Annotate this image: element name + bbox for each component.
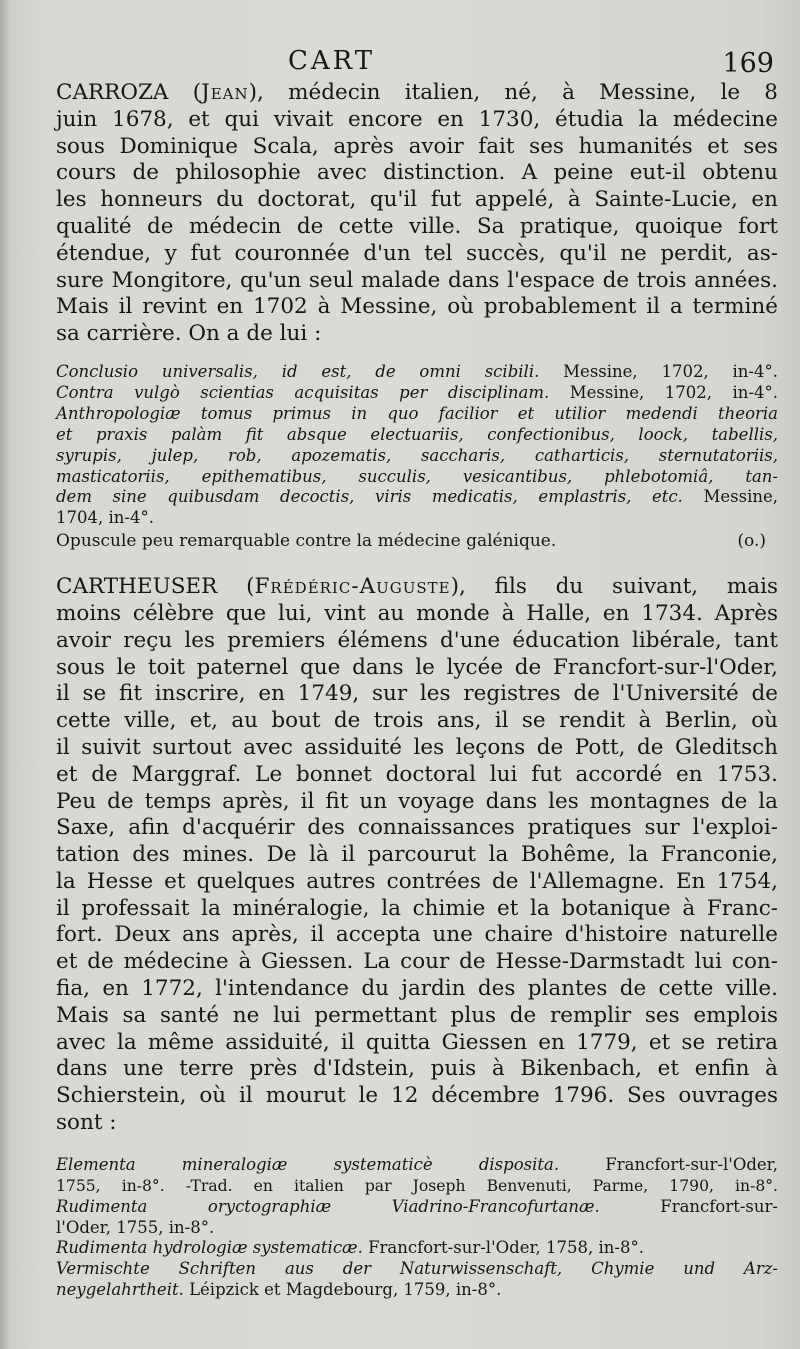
entry-line: Schierstein, où il mourut le 12 décembre 1796. Ses ouvrages bbox=[56, 1083, 778, 1109]
biblio-line: Rudimenta hydrologiæ systematicæ. Francfort-sur-l'Oder, 1758, in-8°. bbox=[56, 1238, 644, 1258]
entry-line: sont : bbox=[56, 1110, 117, 1136]
note: Opuscule peu remarquable contre la médecine galénique. bbox=[56, 531, 557, 552]
entry-line: et de médecine à Giessen. La cour de Hesse-Darmstadt lui con- bbox=[56, 949, 778, 975]
entry-line: CARROZA (Jean), médecin italien, né, à Messine, le 8 bbox=[56, 80, 778, 105]
entry-line: dans une terre près d'Idstein, puis à Bikenbach, et enfin à bbox=[56, 1056, 778, 1082]
biblio-line: masticatoriis, epithematibus, succulis, vesicantibus, phlebotomiâ, tan- bbox=[56, 466, 778, 486]
entry-line: Mais sa santé ne lui permettant plus de remplir ses emplois bbox=[56, 1002, 778, 1028]
entry-line: il se fit inscrire, en 1749, sur les registres de l'Université de bbox=[56, 681, 778, 707]
running-head bbox=[56, 44, 800, 78]
entry-line: sa carrière. On a de lui : bbox=[56, 321, 322, 347]
note-row bbox=[56, 531, 778, 552]
entry-line: tation des mines. De là il parcourut la Bohême, la Franconie, bbox=[56, 842, 778, 868]
page-body bbox=[56, 80, 778, 1301]
biblio-line: syrupis, julep, rob, apozematis, saccharis, catharticis, sternutatoriis, bbox=[56, 445, 778, 465]
page-number: 169 bbox=[722, 48, 774, 79]
entry-line: sous le toit paternel que dans le lycée de Francfort-sur-l'Oder, bbox=[56, 654, 778, 680]
entry-cartheuser bbox=[56, 574, 778, 1301]
entry-line: moins célèbre que lui, vint au monde à Halle, en 1734. Après bbox=[56, 600, 778, 626]
entry-carroza bbox=[56, 80, 778, 552]
entry-name: CARTHEUSER bbox=[56, 574, 218, 600]
entry-forename: Jean bbox=[201, 80, 249, 105]
entry-text bbox=[56, 574, 778, 1137]
entry-line: étendue, y fut couronnée d'un tel succès, qu'il ne perdit, as- bbox=[56, 240, 778, 266]
biblio-line: Contra vulgò scientias acquisitas per disciplinam. Messine, 1702, in-4°. bbox=[56, 382, 779, 402]
entry-line: il professait la minéralogie, la chimie et la botanique à Franc- bbox=[56, 895, 778, 921]
entry-line: qualité de médecin de cette ville. Sa pratique, quoique fort bbox=[56, 213, 778, 239]
biblio-line: et praxis palàm fit absque electuariis, confectionibus, loock, tabellis, bbox=[56, 424, 778, 444]
entry-name: CARROZA bbox=[56, 80, 169, 105]
biblio-line: neygelahrtheit. Léipzick et Magdebourg, 1759, in-8°. bbox=[56, 1280, 502, 1300]
entry-line: juin 1678, et qui vivait encore en 1730, étudia la médecine bbox=[56, 106, 778, 132]
entry-line: avec la même assiduité, il quitta Giessen en 1779, et se retira bbox=[56, 1029, 778, 1055]
running-title: CART bbox=[288, 46, 376, 76]
entry-line: sous Dominique Scala, après avoir fait ses humanités et ses bbox=[56, 133, 778, 159]
entry-line: les honneurs du doctorat, qu'il fut appelé, à Sainte-Lucie, en bbox=[56, 187, 778, 213]
entry-text bbox=[56, 80, 778, 348]
entry-line: fort. Deux ans après, il accepta une chaire d'histoire naturelle bbox=[56, 922, 778, 948]
entry-line: CARTHEUSER (Frédéric-Auguste), fils du suivant, mais bbox=[56, 574, 779, 600]
entry-line: la Hesse et quelques autres contrées de l'Allemagne. En 1754, bbox=[56, 868, 778, 894]
biblio-line: Conclusio universalis, id est, de omni scibili. Messine, 1702, in-4°. bbox=[56, 361, 778, 381]
entry-line: fia, en 1772, l'intendance du jardin des plantes de cette ville. bbox=[56, 976, 778, 1002]
entry-line: avoir reçu les premiers élémens d'une éducation libérale, tant bbox=[56, 627, 778, 653]
entry-line: et de Marggraf. Le bonnet doctoral lui fut accordé en 1753. bbox=[56, 761, 778, 787]
biblio-line: l'Oder, 1755, in-8°. bbox=[56, 1217, 215, 1237]
author-signature: (o.) bbox=[737, 531, 766, 552]
entry-line: il suivit surtout avec assiduité les leçons de Pott, de Gleditsch bbox=[56, 734, 778, 760]
entry-line: sure Mongitore, qu'un seul malade dans l'espace de trois années. bbox=[56, 267, 778, 293]
biblio-line: Elementa mineralogiæ systematicè disposita. Francfort-sur-l'Oder, bbox=[56, 1154, 779, 1174]
entry-line: cette ville, et, au bout de trois ans, il se rendit à Berlin, où bbox=[56, 708, 778, 734]
biblio-line: Anthropologiæ tomus primus in quo facilior et utilior medendi theoria bbox=[56, 403, 778, 423]
entry-line: Peu de temps après, il fit un voyage dans les montagnes de la bbox=[56, 788, 778, 814]
biblio-line: dem sine quibusdam decoctis, viris medicatis, emplastris, etc. Messine, bbox=[56, 487, 778, 507]
bibliography bbox=[56, 1155, 778, 1301]
biblio-line: 1704, in-4°. bbox=[56, 508, 154, 528]
entry-line: cours de philosophie avec distinction. A peine eut-il obtenu bbox=[56, 160, 778, 186]
biblio-line: Rudimenta oryctographiæ Viadrino-Francofurtanæ. Francfort-sur- bbox=[56, 1196, 778, 1216]
biblio-line: 1755, in-8°. -Trad. en italien par Joseph Benvenuti, Parme, 1790, in-8°. bbox=[56, 1176, 778, 1195]
biblio-line: Vermischte Schriften aus der Naturwissenschaft, Chymie und Arz- bbox=[56, 1259, 778, 1279]
entry-line: Mais il revint en 1702 à Messine, où probablement il a terminé bbox=[56, 294, 778, 320]
bibliography bbox=[56, 362, 778, 552]
entry-forename: Frédéric-Auguste bbox=[254, 574, 451, 600]
entry-line: Saxe, afin d'acquérir des connaissances pratiques sur l'exploi- bbox=[56, 815, 778, 841]
